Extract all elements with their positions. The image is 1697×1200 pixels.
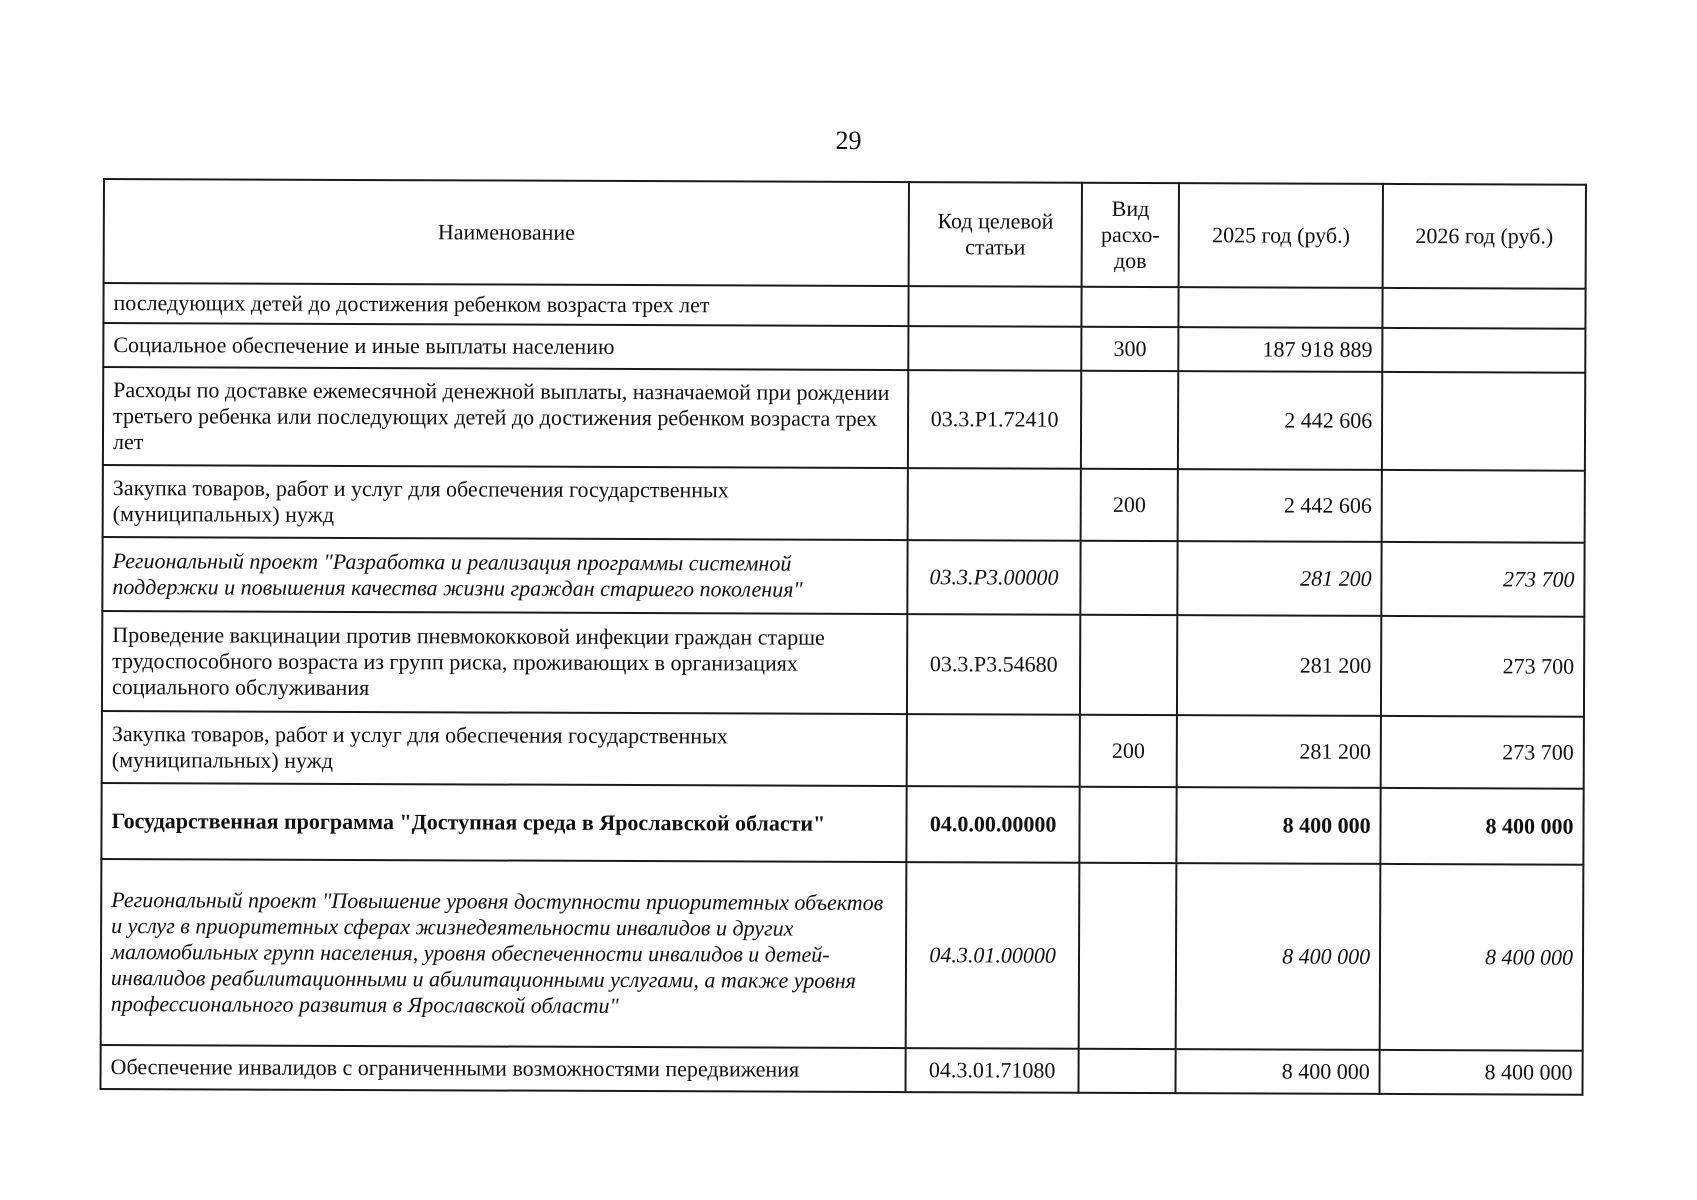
table-row <box>101 1045 1583 1095</box>
row-code: 04.3.01.71080 <box>906 1048 1079 1093</box>
table-row <box>102 711 1584 789</box>
row-kind <box>1079 787 1177 863</box>
row-name: Обеспечение инвалидов с ограниченными возможностями передвижения <box>101 1045 906 1092</box>
table-row <box>101 783 1583 865</box>
row-code: 03.3.P1.72410 <box>908 370 1081 469</box>
row-name: Проведение вакцинации против пневмококковой инфекции граждан старше трудоспособного возраста из групп риска, проживающих в организациях социального обслуживания <box>102 611 908 714</box>
row-kind <box>1080 615 1178 715</box>
header-kind: Вид расхо-дов <box>1082 183 1180 287</box>
row-name: Региональный проект "Повышение уровня доступности приоритетных объектов и услуг в приоритетных сферах жизнедеятельности инвалидов и других маломобильных групп населения, уровня обеспеченности инвалидов и детей-инвалидов реабилитационными и абилитационными услугами, а также уровня профессионального развития в Ярославской области" <box>101 859 907 1048</box>
budget-table <box>99 178 1586 1096</box>
header-name: Наименование <box>104 179 910 286</box>
page-number: 29 <box>835 126 862 155</box>
table-header-row <box>104 179 1586 289</box>
row-amount-2026: 8 400 000 <box>1380 1050 1583 1095</box>
row-amount-2025: 2 442 606 <box>1178 371 1382 470</box>
row-kind <box>1079 863 1177 1049</box>
row-kind <box>1081 287 1179 327</box>
row-name: Региональный проект "Разработка и реализация программы системной поддержки и повышения качества жизни граждан старшего поколения" <box>102 537 908 614</box>
row-amount-2026: 273 700 <box>1381 542 1584 617</box>
row-code: 04.3.01.00000 <box>906 862 1079 1049</box>
row-kind: 200 <box>1080 715 1178 787</box>
row-kind: 300 <box>1081 327 1179 371</box>
row-amount-2025: 2 442 606 <box>1178 469 1382 542</box>
row-name: Закупка товаров, работ и услуг для обеспечения государственных (муниципальных) нужд <box>102 711 908 786</box>
row-amount-2026: 8 400 000 <box>1380 864 1584 1051</box>
table-row <box>102 611 1584 717</box>
row-name: Закупка товаров, работ и услуг для обеспечения государственных (муниципальных) нужд <box>103 465 909 540</box>
row-amount-2025 <box>1179 287 1383 328</box>
row-kind <box>1080 541 1178 615</box>
row-amount-2026 <box>1382 328 1585 373</box>
table-row <box>103 323 1585 373</box>
header-code: Код целевой статьи <box>909 182 1082 287</box>
row-amount-2026: 273 700 <box>1381 616 1584 717</box>
header-year-2025: 2025 год (руб.) <box>1179 183 1383 288</box>
row-amount-2025: 281 200 <box>1177 715 1381 788</box>
row-amount-2025: 8 400 000 <box>1177 787 1381 864</box>
row-amount-2026 <box>1383 288 1586 329</box>
row-code: 03.3.P3.54680 <box>907 614 1080 715</box>
row-code <box>909 286 1082 327</box>
table-row <box>103 283 1585 329</box>
row-amount-2026 <box>1382 372 1585 471</box>
row-name: Социальное обеспечение и иные выплаты населению <box>103 323 908 370</box>
row-kind <box>1081 371 1179 469</box>
header-year-2026: 2026 год (руб.) <box>1383 184 1586 289</box>
row-amount-2026: 8 400 000 <box>1381 788 1584 865</box>
row-amount-2025: 281 200 <box>1178 541 1382 616</box>
row-kind <box>1078 1049 1176 1093</box>
row-code <box>909 326 1082 371</box>
row-amount-2025: 8 400 000 <box>1176 863 1381 1050</box>
row-amount-2025: 187 918 889 <box>1179 327 1383 372</box>
row-amount-2025: 8 400 000 <box>1176 1049 1380 1094</box>
row-amount-2026: 273 700 <box>1381 716 1584 789</box>
row-code <box>907 714 1080 787</box>
row-amount-2025: 281 200 <box>1177 615 1381 716</box>
row-name: Государственная программа "Доступная среда в Ярославской области" <box>101 783 907 862</box>
row-amount-2026 <box>1382 470 1585 543</box>
row-code: 03.3.P3.00000 <box>908 540 1081 615</box>
row-code: 04.0.00.00000 <box>907 786 1080 863</box>
table-row <box>103 465 1585 543</box>
row-name: последующих детей до достижения ребенком возраста трех лет <box>103 283 908 326</box>
row-kind: 200 <box>1081 469 1179 541</box>
table-row <box>103 367 1585 471</box>
row-code <box>908 468 1081 541</box>
table-row <box>101 859 1584 1051</box>
table-row <box>102 537 1584 617</box>
row-name: Расходы по доставке ежемесячной денежной выплаты, назначаемой при рождении третьего ребенка или последующих детей до достижения ребенком возраста трех лет <box>103 367 909 468</box>
